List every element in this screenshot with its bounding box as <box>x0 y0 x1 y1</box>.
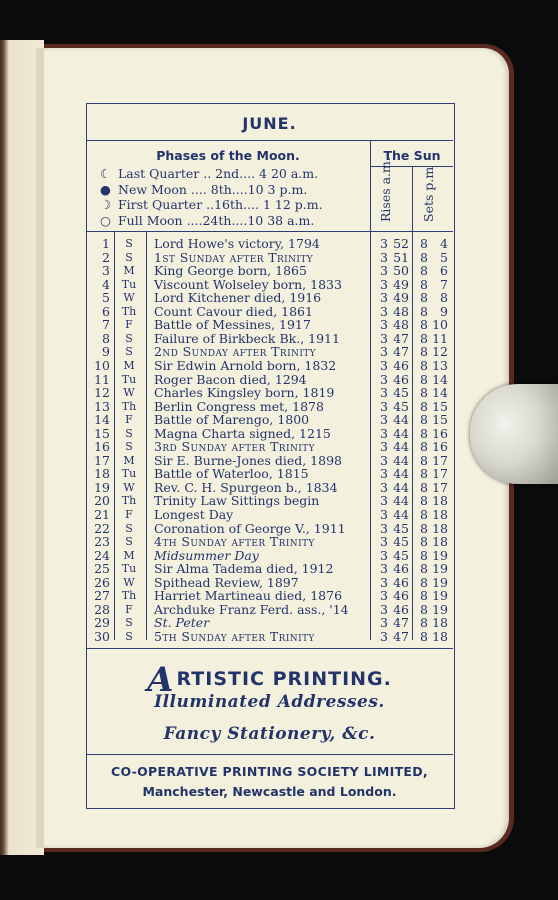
sunset-minute: 7 <box>440 276 448 292</box>
sunset-minute: 16 <box>432 425 448 441</box>
weekday: W <box>123 291 135 305</box>
day-number: 5 <box>102 290 110 306</box>
event-text: Viscount Wolseley born, 1833 <box>154 276 342 292</box>
sunset-hour: 8 <box>420 439 428 455</box>
sunrise-minute: 49 <box>393 276 409 292</box>
sunset-minute: 15 <box>432 412 448 428</box>
sunrise-hour: 3 <box>380 507 388 522</box>
sunset-minute: 18 <box>432 493 448 509</box>
sunset-hour: 8 <box>420 534 428 550</box>
sunset-hour: 8 <box>420 520 428 536</box>
weekday: S <box>125 331 133 345</box>
sunset-hour: 8 <box>420 263 428 279</box>
day-number: 4 <box>102 276 110 292</box>
table-row <box>86 522 453 536</box>
sunset-minute: 18 <box>432 534 448 550</box>
sunset-minute: 14 <box>432 371 448 387</box>
event-text: Harriet Martineau died, 1876 <box>154 588 343 604</box>
event-text: Magna Charta signed, 1215 <box>154 425 331 441</box>
sunrise-minute: 52 <box>393 236 409 251</box>
sunrise-minute: 48 <box>393 317 409 333</box>
sunset-minute: 17 <box>432 479 448 495</box>
event-text: King George born, 1865 <box>154 263 307 279</box>
sunset-hour: 8 <box>420 493 428 509</box>
moon-phase-icon: ● <box>100 181 111 197</box>
day-number: 11 <box>94 371 110 387</box>
sunset-hour: 8 <box>420 561 428 577</box>
sunrise-minute: 45 <box>393 520 409 536</box>
sunrise-minute: 45 <box>393 398 409 414</box>
sunrise-hour: 3 <box>380 357 388 373</box>
weekday: S <box>125 426 133 440</box>
event-text: Sir Alma Tadema died, 1912 <box>154 561 334 577</box>
weekday: S <box>125 521 133 535</box>
weekday: Tu <box>121 277 137 291</box>
sunrise-minute: 46 <box>393 574 409 590</box>
event-text: Longest Day <box>154 507 234 522</box>
event-text: Archduke Franz Ferd. ass., '14 <box>154 601 349 617</box>
event-text: Charles Kingsley born, 1819 <box>154 385 335 401</box>
sunset-hour: 8 <box>420 479 428 495</box>
day-number: 13 <box>94 398 110 414</box>
day-number: 9 <box>102 344 110 360</box>
advert-line1: RTISTIC PRINTING. <box>176 668 392 690</box>
weekday: S <box>125 237 133 250</box>
sunrise-hour: 3 <box>380 412 388 428</box>
event-text: Battle of Marengo, 1800 <box>154 412 310 428</box>
event-text: 5th Sunday after Trinity <box>154 628 315 644</box>
moon-phase-text: First Quarter ..16th.... 1 12 p.m. <box>118 197 323 212</box>
moon-phase-text: Full Moon ....24th....10 38 a.m. <box>118 212 315 228</box>
sunset-minute: 18 <box>432 520 448 536</box>
weekday: M <box>123 453 135 467</box>
sunset-minute: 4 <box>440 236 448 251</box>
sunset-hour: 8 <box>420 425 428 441</box>
moon-phase-icon: ☾ <box>100 166 112 181</box>
table-row <box>86 630 453 644</box>
sunrise-minute: 44 <box>393 479 409 495</box>
sunrise-hour: 3 <box>380 263 388 279</box>
month-title: JUNE. <box>242 114 297 133</box>
sunrise-hour: 3 <box>380 479 388 495</box>
day-number: 1 <box>102 236 110 251</box>
day-number: 8 <box>102 330 110 346</box>
sunset-minute: 18 <box>432 507 448 522</box>
sunrise-minute: 44 <box>393 466 409 482</box>
sunrise-minute: 44 <box>393 452 409 468</box>
sunset-hour: 8 <box>420 317 428 333</box>
day-number: 16 <box>94 439 110 455</box>
sunset-hour: 8 <box>420 547 428 563</box>
sunset-hour: 8 <box>420 276 428 292</box>
weekday: Tu <box>121 562 137 576</box>
sunset-minute: 14 <box>432 385 448 401</box>
sunrise-hour: 3 <box>380 534 388 550</box>
day-number: 28 <box>94 601 110 617</box>
sunrise-hour: 3 <box>380 439 388 455</box>
sunrise-minute: 50 <box>393 263 409 279</box>
day-number: 12 <box>94 385 110 401</box>
weekday: S <box>125 629 133 643</box>
advert-fancy-stationery: Fancy Stationery, &c. <box>163 724 376 744</box>
table-row <box>86 318 453 332</box>
table-row <box>86 278 453 292</box>
sunrise-hour: 3 <box>380 547 388 563</box>
sunset-hour: 8 <box>420 615 428 631</box>
event-text: 1st Sunday after Trinity <box>154 249 314 265</box>
event-text: Failure of Birkbeck Bk., 1911 <box>154 330 340 346</box>
header-rule <box>86 231 453 232</box>
day-number: 24 <box>94 547 110 563</box>
sunset-hour: 8 <box>420 398 428 414</box>
sunrise-hour: 3 <box>380 561 388 577</box>
weekday: S <box>125 535 133 549</box>
table-row <box>86 481 453 495</box>
moon-phase-row <box>100 182 307 197</box>
event-text: Count Cavour died, 1861 <box>154 303 313 319</box>
sunset-hour: 8 <box>420 290 428 306</box>
moon-phase-row <box>100 197 323 212</box>
sunset-minute: 16 <box>432 439 448 455</box>
table-row <box>86 454 453 468</box>
event-text: Coronation of George V., 1911 <box>154 520 346 536</box>
table-row <box>86 616 453 630</box>
day-number: 19 <box>94 479 110 495</box>
weekday: Th <box>121 304 137 318</box>
sunset-minute: 12 <box>432 344 448 360</box>
table-row <box>86 427 453 441</box>
sunrise-minute: 47 <box>393 330 409 346</box>
sunrise-hour: 3 <box>380 398 388 414</box>
table-row <box>86 264 453 278</box>
table-row <box>86 345 453 359</box>
sunrise-hour: 3 <box>380 520 388 536</box>
weekday: S <box>125 250 133 264</box>
sunset-hour: 8 <box>420 601 428 617</box>
title-rule <box>86 140 453 141</box>
table-row <box>86 373 453 387</box>
sunrise-hour: 3 <box>380 385 388 401</box>
table-row <box>86 359 453 373</box>
day-number: 7 <box>102 317 110 333</box>
sunset-hour: 8 <box>420 452 428 468</box>
sunrise-minute: 46 <box>393 601 409 617</box>
sunrise-hour: 3 <box>380 290 388 306</box>
day-number: 6 <box>102 303 110 319</box>
phases-heading: Phases of the Moon. <box>156 148 300 163</box>
table-row <box>86 535 453 549</box>
weekday: M <box>123 358 135 372</box>
day-number: 22 <box>94 520 110 536</box>
sunrise-hour: 3 <box>380 466 388 482</box>
moon-phase-row <box>100 166 318 181</box>
sunrise-minute: 45 <box>393 547 409 563</box>
event-text: Trinity Law Sittings begin <box>154 493 320 509</box>
day-number: 26 <box>94 574 110 590</box>
day-number: 30 <box>94 628 110 644</box>
sunset-minute: 10 <box>432 317 448 333</box>
day-number: 10 <box>94 357 110 373</box>
sets-label: Sets p.m <box>421 166 436 222</box>
weekday: W <box>123 575 135 589</box>
table-row <box>86 237 453 251</box>
day-number: 2 <box>102 249 110 265</box>
sunset-hour: 8 <box>420 371 428 387</box>
day-number: 25 <box>94 561 110 577</box>
table-row <box>86 413 453 427</box>
weekday: S <box>125 616 133 630</box>
sunset-hour: 8 <box>420 628 428 644</box>
event-text: Sir Edwin Arnold born, 1832 <box>154 357 337 373</box>
sunrise-hour: 3 <box>380 276 388 292</box>
sunset-hour: 8 <box>420 466 428 482</box>
table-row <box>86 508 453 522</box>
event-text: Roger Bacon died, 1294 <box>154 371 307 387</box>
sunset-minute: 19 <box>432 547 448 563</box>
sunrise-minute: 46 <box>393 588 409 604</box>
table-row <box>86 467 453 481</box>
day-number: 3 <box>102 263 110 279</box>
table-bottom-rule <box>86 648 453 649</box>
event-text: Battle of Messines, 1917 <box>154 317 311 333</box>
advert-illuminated-addresses: Illuminated Addresses. <box>154 692 385 712</box>
sunrise-minute: 47 <box>393 615 409 631</box>
moon-phase-icon: ☽ <box>100 197 112 212</box>
weekday: M <box>123 264 135 278</box>
day-number: 14 <box>94 412 110 428</box>
table-row <box>86 291 453 305</box>
sunset-minute: 11 <box>432 330 448 346</box>
weekday: S <box>125 345 133 359</box>
sunrise-hour: 3 <box>380 249 388 265</box>
sunset-hour: 8 <box>420 385 428 401</box>
sunset-minute: 17 <box>432 452 448 468</box>
weekday: F <box>125 318 133 332</box>
event-text: Spithead Review, 1897 <box>154 574 299 590</box>
event-text: Berlin Congress met, 1878 <box>154 398 324 414</box>
moon-phase-text: Last Quarter .. 2nd.... 4 20 a.m. <box>118 166 319 181</box>
weekday: F <box>125 413 133 427</box>
day-number: 15 <box>94 425 110 441</box>
sunrise-minute: 47 <box>393 628 409 644</box>
sunrise-minute: 51 <box>393 249 409 265</box>
sunrise-minute: 44 <box>393 507 409 522</box>
sunset-minute: 13 <box>432 357 448 373</box>
decorative-initial: A <box>147 660 175 700</box>
sunrise-minute: 46 <box>393 357 409 373</box>
sunrise-hour: 3 <box>380 493 388 509</box>
sunrise-hour: 3 <box>380 344 388 360</box>
sunrise-hour: 3 <box>380 425 388 441</box>
weekday: Th <box>121 494 137 508</box>
event-text: 3rd Sunday after Trinity <box>154 439 315 455</box>
table-row <box>86 603 453 617</box>
day-number: 17 <box>94 452 110 468</box>
sunrise-minute: 44 <box>393 412 409 428</box>
sunset-hour: 8 <box>420 249 428 265</box>
weekday: Tu <box>121 372 137 386</box>
table-row <box>86 386 453 400</box>
event-text: Lord Howe's victory, 1794 <box>154 236 320 251</box>
weekday: Tu <box>121 467 137 481</box>
sunset-minute: 18 <box>432 628 448 644</box>
day-number: 27 <box>94 588 110 604</box>
event-text: Battle of Waterloo, 1815 <box>154 466 309 482</box>
sunrise-minute: 47 <box>393 344 409 360</box>
event-text: Lord Kitchener died, 1916 <box>154 290 322 306</box>
sunset-minute: 5 <box>440 249 448 265</box>
publisher-name: CO-OPERATIVE PRINTING SOCIETY LIMITED, <box>111 764 428 779</box>
event-text: 4th Sunday after Trinity <box>154 534 315 550</box>
sunset-hour: 8 <box>420 303 428 319</box>
sunset-hour: 8 <box>420 412 428 428</box>
table-row <box>86 332 453 346</box>
sunset-hour: 8 <box>420 574 428 590</box>
table-row <box>86 305 453 319</box>
weekday: F <box>125 508 133 521</box>
table-row <box>86 589 453 603</box>
sunset-hour: 8 <box>420 507 428 522</box>
weekday: Th <box>121 399 137 413</box>
sunrise-hour: 3 <box>380 628 388 644</box>
sunrise-hour: 3 <box>380 588 388 604</box>
day-number: 23 <box>94 534 110 550</box>
sunset-hour: 8 <box>420 588 428 604</box>
sunset-minute: 19 <box>432 601 448 617</box>
weekday: M <box>123 548 135 562</box>
sunset-minute: 6 <box>440 263 448 279</box>
table-row <box>86 440 453 454</box>
sunset-hour: 8 <box>420 344 428 360</box>
weekday: W <box>123 480 135 494</box>
table-row <box>86 562 453 576</box>
sun-heading: The Sun <box>383 148 441 163</box>
table-row <box>86 251 453 265</box>
sun-divider <box>412 166 413 232</box>
sunset-hour: 8 <box>420 236 428 251</box>
weekday: S <box>125 440 133 454</box>
rises-label: Rises a.m. <box>378 157 393 222</box>
day-number: 21 <box>94 507 110 522</box>
sunrise-minute: 45 <box>393 385 409 401</box>
sunrise-hour: 3 <box>380 317 388 333</box>
sunrise-minute: 46 <box>393 561 409 577</box>
day-number: 29 <box>94 615 110 631</box>
table-row <box>86 576 453 590</box>
weekday: Th <box>121 589 137 603</box>
day-number: 18 <box>94 466 110 482</box>
sunrise-minute: 44 <box>393 439 409 455</box>
sunrise-hour: 3 <box>380 574 388 590</box>
table-row <box>86 494 453 508</box>
sunset-minute: 15 <box>432 398 448 414</box>
book-clasp[interactable] <box>470 384 558 484</box>
sunset-minute: 18 <box>432 615 448 631</box>
moon-phase-row <box>100 213 314 228</box>
sunrise-minute: 48 <box>393 303 409 319</box>
sunset-hour: 8 <box>420 330 428 346</box>
sunrise-hour: 3 <box>380 615 388 631</box>
weekday: W <box>123 386 135 400</box>
sunrise-minute: 44 <box>393 493 409 509</box>
day-number: 20 <box>94 493 110 509</box>
sunrise-hour: 3 <box>380 303 388 319</box>
sunrise-minute: 44 <box>393 425 409 441</box>
table-row <box>86 400 453 414</box>
table-row <box>86 549 453 563</box>
sunset-minute: 19 <box>432 574 448 590</box>
sunrise-minute: 49 <box>393 290 409 306</box>
moon-phase-text: New Moon .... 8th....10 3 p.m. <box>118 181 308 197</box>
sunset-minute: 9 <box>440 303 448 319</box>
event-text: Rev. C. H. Spurgeon b., 1834 <box>154 479 338 495</box>
sunrise-hour: 3 <box>380 601 388 617</box>
sunrise-hour: 3 <box>380 371 388 387</box>
sunset-hour: 8 <box>420 357 428 373</box>
sunset-minute: 19 <box>432 588 448 604</box>
sunrise-hour: 3 <box>380 452 388 468</box>
event-text: Sir E. Burne-Jones died, 1898 <box>154 452 342 468</box>
event-text: St. Peter <box>154 615 210 631</box>
sunset-minute: 19 <box>432 561 448 577</box>
publisher-rule <box>86 754 453 755</box>
sunset-minute: 17 <box>432 466 448 482</box>
sunrise-hour: 3 <box>380 236 388 251</box>
weekday: F <box>125 602 133 616</box>
sunrise-minute: 45 <box>393 534 409 550</box>
moon-phase-icon: ○ <box>100 212 111 228</box>
sunrise-minute: 46 <box>393 371 409 387</box>
sunset-minute: 8 <box>440 290 448 306</box>
sunrise-hour: 3 <box>380 330 388 346</box>
publisher-cities: Manchester, Newcastle and London. <box>142 784 397 799</box>
event-text: Midsummer Day <box>154 547 259 563</box>
event-text: 2nd Sunday after Trinity <box>154 344 317 360</box>
